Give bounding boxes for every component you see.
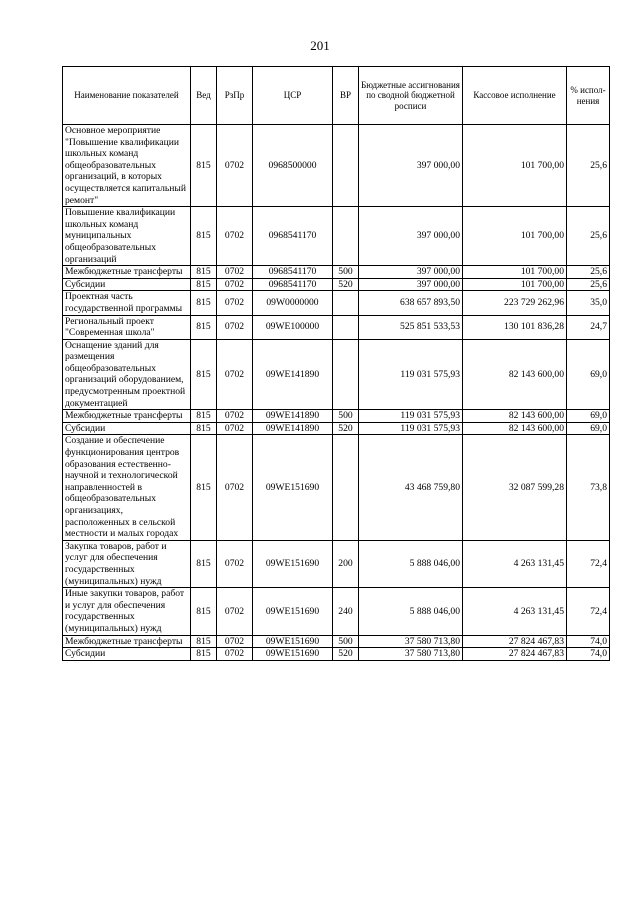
row-assignments: 397 000,00 <box>359 125 463 207</box>
row-ved: 815 <box>191 266 217 279</box>
row-ved: 815 <box>191 422 217 435</box>
row-percent: 74,0 <box>567 635 610 648</box>
row-percent: 24,7 <box>567 315 610 339</box>
row-ved: 815 <box>191 315 217 339</box>
table-row <box>63 540 610 587</box>
row-csr: 09WE151690 <box>253 435 333 540</box>
row-cash-execution: 82 143 600,00 <box>463 422 567 435</box>
row-assignments: 37 580 713,80 <box>359 635 463 648</box>
table-body <box>63 125 610 661</box>
row-csr: 0968541170 <box>253 266 333 279</box>
row-name: Межбюджетные трансферты <box>63 410 191 423</box>
row-ved: 815 <box>191 125 217 207</box>
row-ved: 815 <box>191 339 217 410</box>
row-vr: 520 <box>333 278 359 291</box>
row-assignments: 525 851 533,53 <box>359 315 463 339</box>
row-csr: 0968500000 <box>253 125 333 207</box>
row-assignments: 638 657 893,50 <box>359 291 463 315</box>
row-rzpr: 0702 <box>217 278 253 291</box>
row-cash-execution: 101 700,00 <box>463 207 567 266</box>
row-percent: 72,4 <box>567 588 610 635</box>
row-csr: 09WE151690 <box>253 588 333 635</box>
budget-execution-table <box>62 66 610 661</box>
row-name: Межбюджетные трансферты <box>63 266 191 279</box>
row-vr: 520 <box>333 648 359 661</box>
row-percent: 72,4 <box>567 540 610 587</box>
row-percent: 69,0 <box>567 339 610 410</box>
row-rzpr: 0702 <box>217 125 253 207</box>
row-csr: 09W0000000 <box>253 291 333 315</box>
row-rzpr: 0702 <box>217 540 253 587</box>
row-cash-execution: 4 263 131,45 <box>463 588 567 635</box>
row-assignments: 397 000,00 <box>359 266 463 279</box>
row-percent: 25,6 <box>567 278 610 291</box>
row-rzpr: 0702 <box>217 315 253 339</box>
row-cash-execution: 32 087 599,28 <box>463 435 567 540</box>
row-rzpr: 0702 <box>217 435 253 540</box>
row-vr <box>333 315 359 339</box>
table-row <box>63 207 610 266</box>
row-csr: 09WE141890 <box>253 410 333 423</box>
row-rzpr: 0702 <box>217 410 253 423</box>
row-percent: 25,6 <box>567 207 610 266</box>
row-csr: 09WE151690 <box>253 648 333 661</box>
row-name: Субсидии <box>63 278 191 291</box>
row-percent: 69,0 <box>567 422 610 435</box>
table-row <box>63 266 610 279</box>
table-row <box>63 588 610 635</box>
row-vr: 500 <box>333 266 359 279</box>
row-percent: 69,0 <box>567 410 610 423</box>
row-assignments: 37 580 713,80 <box>359 648 463 661</box>
header-vr: ВР <box>333 67 359 125</box>
row-ved: 815 <box>191 648 217 661</box>
table-row <box>63 648 610 661</box>
row-percent: 25,6 <box>567 266 610 279</box>
table-row <box>63 278 610 291</box>
header-name: Наименование показателей <box>63 67 191 125</box>
row-name: Субсидии <box>63 648 191 661</box>
row-name: Основное мероприятие "Повышение квалификации школьных команд общеобразовательных организаций, в которых осуществляется капитальный ремонт" <box>63 125 191 207</box>
table-row <box>63 410 610 423</box>
row-cash-execution: 101 700,00 <box>463 125 567 207</box>
row-cash-execution: 130 101 836,28 <box>463 315 567 339</box>
row-assignments: 5 888 046,00 <box>359 588 463 635</box>
row-ved: 815 <box>191 588 217 635</box>
row-assignments: 397 000,00 <box>359 207 463 266</box>
row-name: Иные закупки товаров, работ и услуг для обеспечения государственных (муниципальных) нужд <box>63 588 191 635</box>
row-vr <box>333 435 359 540</box>
header-percent: % испол-нения <box>567 67 610 125</box>
row-csr: 09WE100000 <box>253 315 333 339</box>
row-rzpr: 0702 <box>217 266 253 279</box>
table-row <box>63 315 610 339</box>
row-rzpr: 0702 <box>217 339 253 410</box>
table-row <box>63 422 610 435</box>
table-row <box>63 635 610 648</box>
header-cash-execution: Кассовое исполнение <box>463 67 567 125</box>
row-percent: 74,0 <box>567 648 610 661</box>
header-csr: ЦСР <box>253 67 333 125</box>
row-vr: 500 <box>333 410 359 423</box>
row-rzpr: 0702 <box>217 291 253 315</box>
row-csr: 0968541170 <box>253 207 333 266</box>
row-cash-execution: 82 143 600,00 <box>463 410 567 423</box>
table-header-row <box>63 67 610 125</box>
row-cash-execution: 4 263 131,45 <box>463 540 567 587</box>
row-name: Создание и обеспечение функционирования центров образования естественно-научной и технологической направленностей в общеобразовательных организациях, расположенных в сельской местности и малых городах <box>63 435 191 540</box>
row-csr: 09WE151690 <box>253 540 333 587</box>
row-percent: 25,6 <box>567 125 610 207</box>
row-name: Оснащение зданий для размещения общеобразовательных организаций оборудованием, предусмотренным проектной документацией <box>63 339 191 410</box>
row-csr: 09WE141890 <box>253 339 333 410</box>
row-percent: 73,8 <box>567 435 610 540</box>
row-ved: 815 <box>191 207 217 266</box>
row-vr <box>333 339 359 410</box>
row-cash-execution: 101 700,00 <box>463 266 567 279</box>
row-name: Региональный проект "Современная школа" <box>63 315 191 339</box>
table-row <box>63 291 610 315</box>
row-csr: 0968541170 <box>253 278 333 291</box>
row-name: Проектная часть государственной программы <box>63 291 191 315</box>
row-vr: 520 <box>333 422 359 435</box>
row-csr: 09WE151690 <box>253 635 333 648</box>
row-vr <box>333 207 359 266</box>
row-vr: 240 <box>333 588 359 635</box>
header-ved: Вед <box>191 67 217 125</box>
row-ved: 815 <box>191 278 217 291</box>
header-assignments: Бюджетные ассигнования по сводной бюджетной росписи <box>359 67 463 125</box>
row-assignments: 119 031 575,93 <box>359 410 463 423</box>
row-ved: 815 <box>191 435 217 540</box>
row-vr: 500 <box>333 635 359 648</box>
row-assignments: 397 000,00 <box>359 278 463 291</box>
row-rzpr: 0702 <box>217 588 253 635</box>
header-rzpr: РзПр <box>217 67 253 125</box>
page-number: 201 <box>310 38 330 53</box>
row-vr: 200 <box>333 540 359 587</box>
row-vr <box>333 291 359 315</box>
row-assignments: 119 031 575,93 <box>359 422 463 435</box>
table-row <box>63 435 610 540</box>
row-ved: 815 <box>191 410 217 423</box>
row-ved: 815 <box>191 540 217 587</box>
row-name: Закупка товаров, работ и услуг для обеспечения государственных (муниципальных) нужд <box>63 540 191 587</box>
row-assignments: 119 031 575,93 <box>359 339 463 410</box>
row-name: Повышение квалификации школьных команд муниципальных общеобразовательных организаций <box>63 207 191 266</box>
row-cash-execution: 101 700,00 <box>463 278 567 291</box>
row-assignments: 5 888 046,00 <box>359 540 463 587</box>
row-ved: 815 <box>191 635 217 648</box>
row-cash-execution: 27 824 467,83 <box>463 635 567 648</box>
row-cash-execution: 223 729 262,96 <box>463 291 567 315</box>
row-rzpr: 0702 <box>217 207 253 266</box>
row-assignments: 43 468 759,80 <box>359 435 463 540</box>
row-csr: 09WE141890 <box>253 422 333 435</box>
row-name: Межбюджетные трансферты <box>63 635 191 648</box>
row-rzpr: 0702 <box>217 635 253 648</box>
row-rzpr: 0702 <box>217 422 253 435</box>
row-rzpr: 0702 <box>217 648 253 661</box>
row-name: Субсидии <box>63 422 191 435</box>
row-cash-execution: 27 824 467,83 <box>463 648 567 661</box>
row-percent: 35,0 <box>567 291 610 315</box>
table-row <box>63 125 610 207</box>
row-vr <box>333 125 359 207</box>
row-ved: 815 <box>191 291 217 315</box>
table-row <box>63 339 610 410</box>
row-cash-execution: 82 143 600,00 <box>463 339 567 410</box>
